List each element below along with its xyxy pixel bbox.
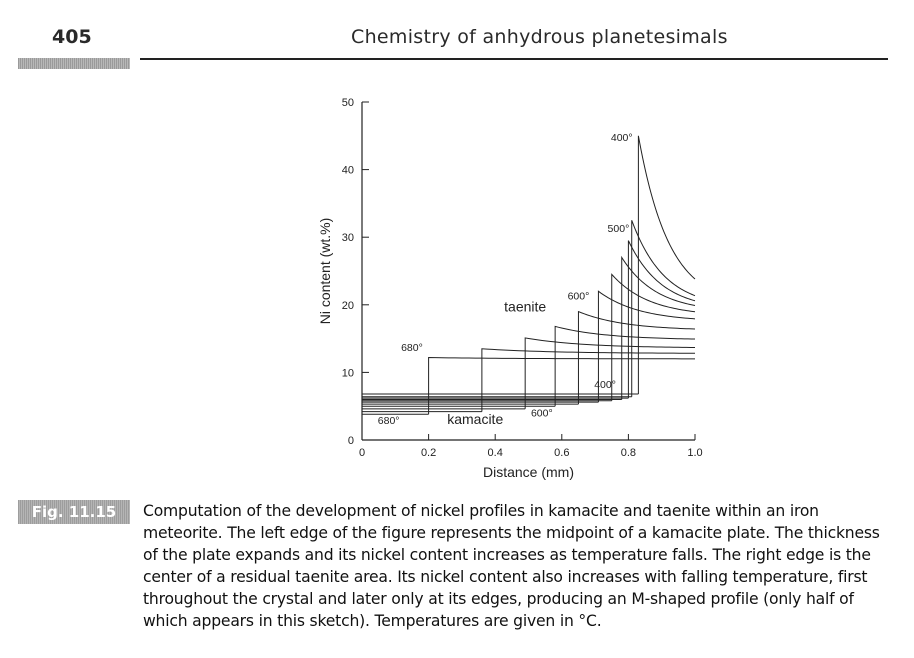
annotation-5: taenite <box>504 298 547 315</box>
running-title: Chemistry of anhydrous planetesimals <box>351 26 728 48</box>
figure-label: Fig. 11.15 <box>18 500 130 524</box>
x-tick-label: 0 <box>358 447 366 459</box>
annotation-9: 400° <box>594 378 616 391</box>
y-tick-label: 40 <box>341 164 354 177</box>
y-tick-label: 20 <box>341 299 354 312</box>
x-tick-label: 0.2 <box>420 447 437 459</box>
annotation-4: 400° <box>610 132 633 145</box>
header-rule <box>140 58 888 60</box>
y-tick-label: 30 <box>341 232 354 245</box>
page-number: 405 <box>52 26 92 48</box>
annotation-1: 680° <box>401 341 423 354</box>
taenite-profile-10 <box>632 220 695 396</box>
x-tick-label: 0.6 <box>554 447 570 459</box>
y-axis-label: Ni content (wt.%) <box>317 217 333 325</box>
annotation-6: 680° <box>377 414 400 427</box>
x-axis-label: Distance (mm) <box>482 464 575 480</box>
annotation-2: 600° <box>567 290 590 303</box>
y-tick-label: 50 <box>341 97 354 109</box>
header-accent-bar <box>18 58 130 69</box>
x-tick-label: 0.4 <box>487 447 503 459</box>
annotation-7: kamacite <box>447 410 504 427</box>
annotation-3: 500° <box>607 222 630 235</box>
annotation-8: 600° <box>530 407 553 420</box>
figure-caption: Computation of the development of nickel profiles in kamacite and taenite within an iron meteorite. The left edge of the figure represents the midpoint of a kamacite plate. The thickness of the plate expands and its nickel content increases as temperature falls. The right edge is the center of a residual taenite area. Its nickel content also increases with falling temperature, first throughout the crystal and later only at its edges, producing an M-shaped profile (only half of which appears in this sketch). Temperatures are given in °C. <box>143 502 880 630</box>
y-tick-label: 0 <box>347 435 354 447</box>
x-tick-label: 0.8 <box>620 447 637 459</box>
taenite-profile-11 <box>638 136 695 394</box>
chart-axes <box>342 97 703 459</box>
taenite-lines <box>429 136 695 415</box>
chart-annotations <box>378 132 633 427</box>
x-tick-label: 1.0 <box>687 447 703 459</box>
y-tick-label: 10 <box>341 367 354 380</box>
nickel-profile-chart <box>300 85 720 485</box>
